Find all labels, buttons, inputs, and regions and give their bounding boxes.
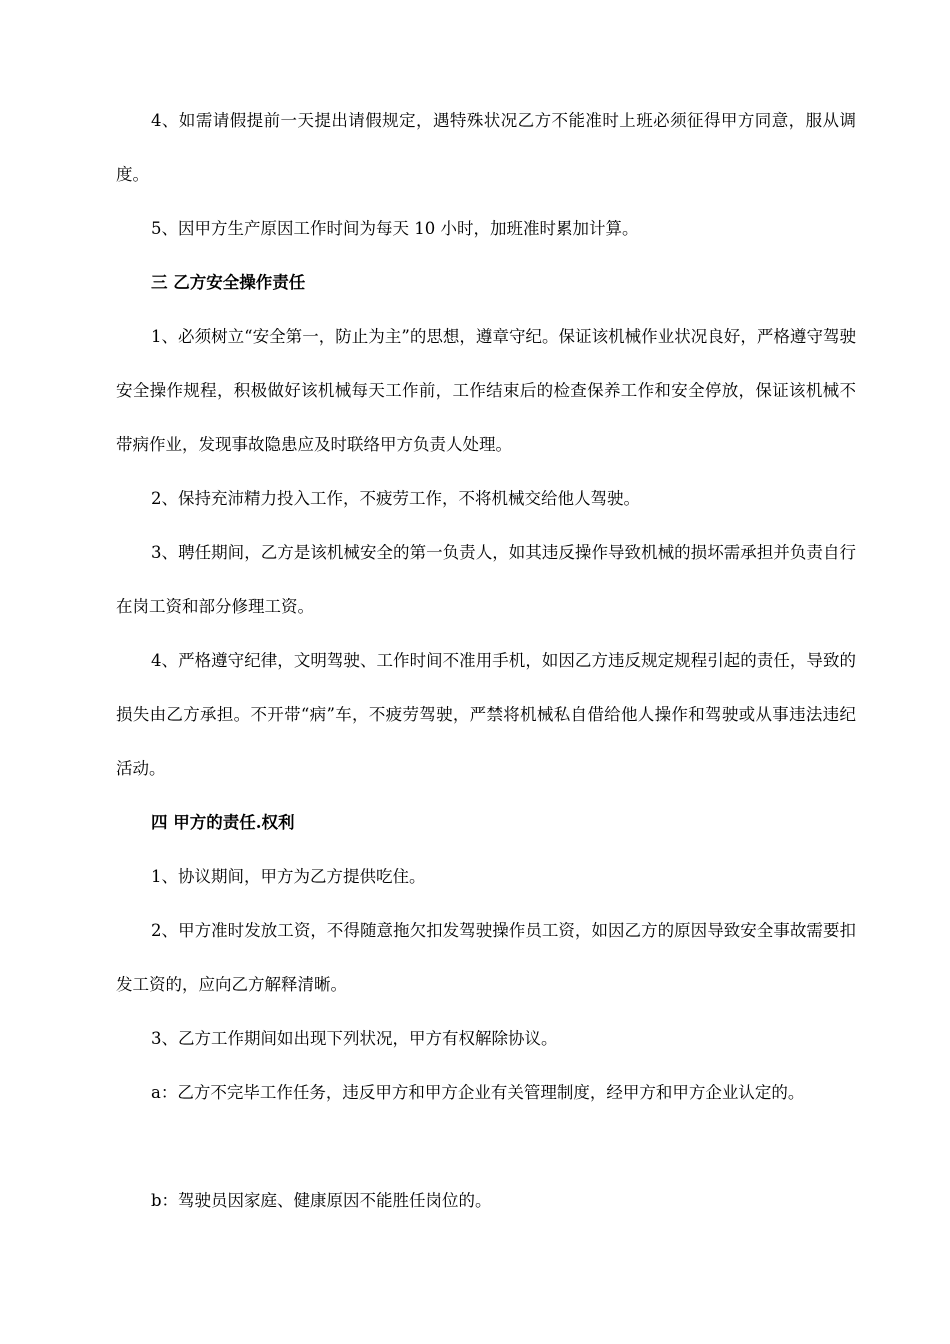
section-heading-safety: 三 乙方安全操作责任 xyxy=(151,273,306,292)
paragraph-clause-a: a：乙方不完毕工作任务，违反甲方和甲方企业有关管理制度，经甲方和甲方企业认定的。 xyxy=(151,1083,805,1102)
paragraph-safety-first: 1、必须树立“安全第一，防止为主”的思想，遵章守纪。保证该机械作业状况良好，严格遵守驾驶安全操作规程，积极做好该机械每天工作前，工作结束后的检查保养工作和安全停放，保证该机械不带病作业，发现事故隐患应及时联络甲方负责人处理。 xyxy=(116,327,856,454)
paragraph-wages: 2、甲方准时发放工资，不得随意拖欠扣发驾驶操作员工资，如因乙方的原因导致安全事故需要扣发工资的，应向乙方解释清晰。 xyxy=(116,921,856,994)
paragraph-discipline: 4、严格遵守纪律，文明驾驶、工作时间不准用手机，如因乙方违反规定规程引起的责任，导致的损失由乙方承担。不开带“病”车，不疲劳驾驶，严禁将机械私自借给他人操作和驾驶或从事违法违纪活动。 xyxy=(116,651,856,778)
paragraph-room-board: 1、协议期间，甲方为乙方提供吃住。 xyxy=(151,867,426,886)
section-heading-party-a: 四 甲方的责任.权利 xyxy=(151,813,295,832)
paragraph-termination: 3、乙方工作期间如出现下列状况，甲方有权解除协议。 xyxy=(151,1029,558,1048)
paragraph-energy: 2、保持充沛精力投入工作，不疲劳工作，不将机械交给他人驾驶。 xyxy=(151,489,640,508)
paragraph-clause-b: b：驾驶员因家庭、健康原因不能胜任岗位的。 xyxy=(151,1191,492,1210)
paragraph-working-hours: 5、因甲方生产原因工作时间为每天 10 小时，加班准时累加计算。 xyxy=(151,219,639,238)
paragraph-responsibility: 3、聘任期间，乙方是该机械安全的第一负责人，如其违反操作导致机械的损坏需承担并负责自行在岗工资和部分修理工资。 xyxy=(116,543,856,616)
paragraph-leave-request: 4、如需请假提前一天提出请假规定，遇特殊状况乙方不能准时上班必须征得甲方同意，服从调度。 xyxy=(116,111,856,184)
